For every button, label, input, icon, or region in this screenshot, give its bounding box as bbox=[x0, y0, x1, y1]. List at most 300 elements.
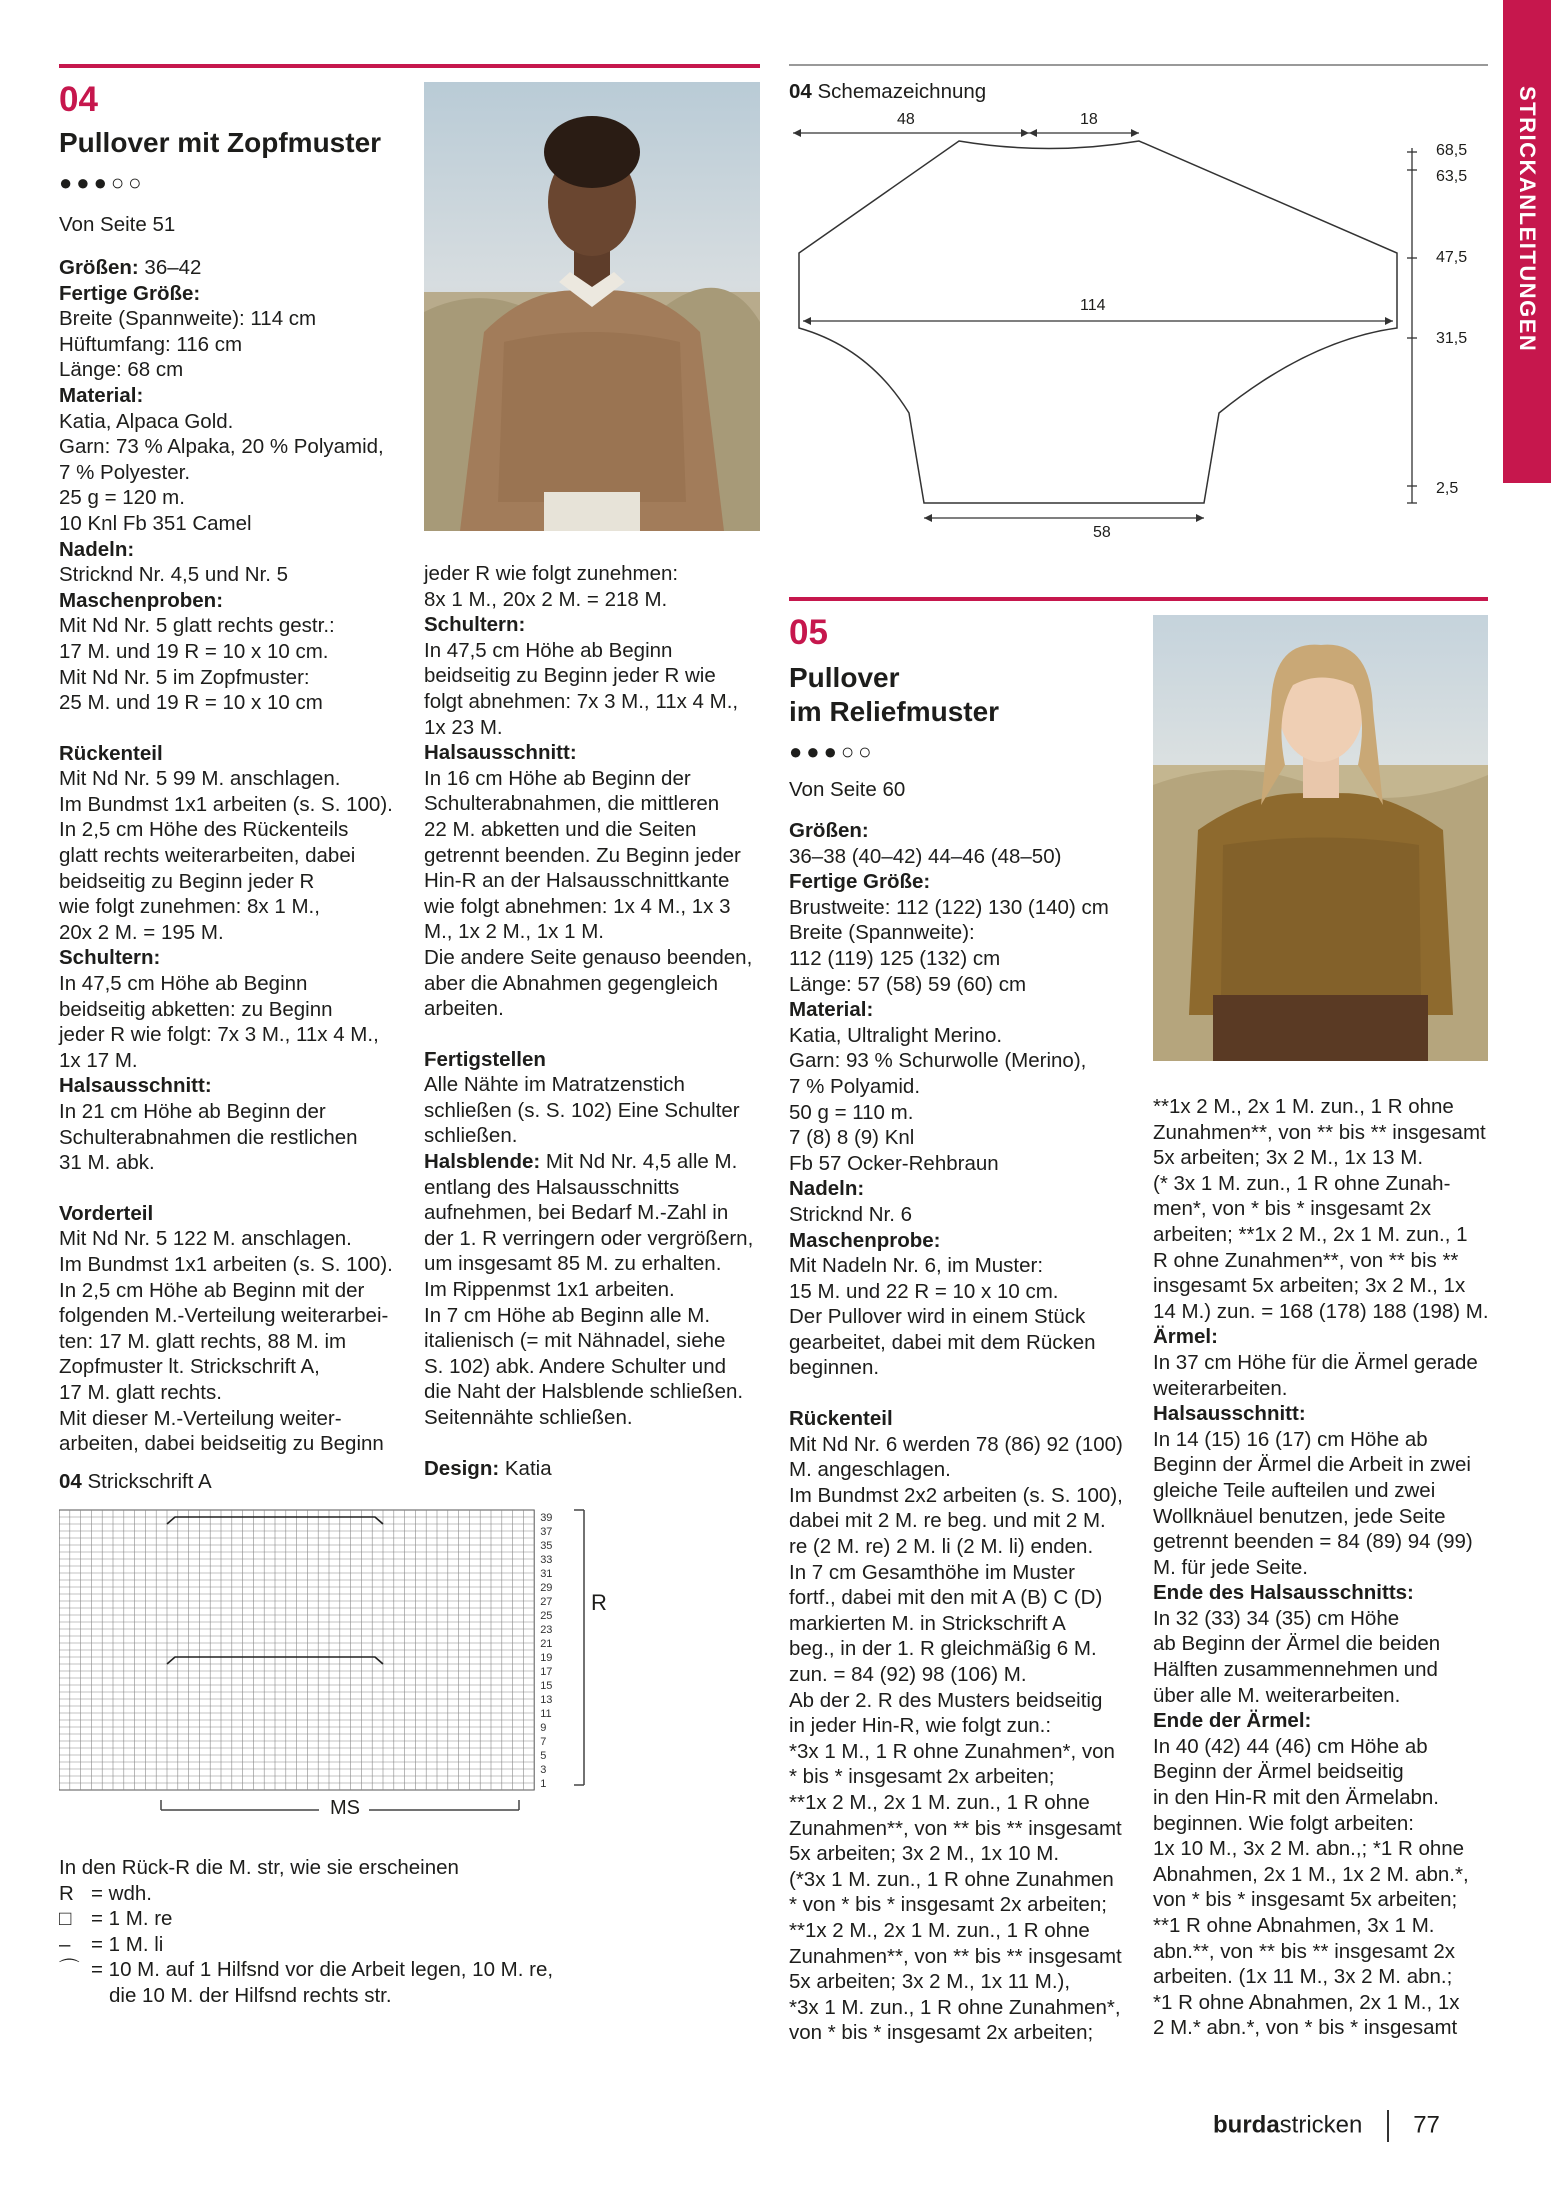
line-text: Hüftumfang: 116 cm bbox=[59, 332, 243, 356]
text-line bbox=[424, 1303, 764, 1329]
chart-row-label: 25 bbox=[540, 1610, 553, 1622]
chart-row-label: 3 bbox=[540, 1764, 547, 1776]
line-text: arbeiten; **1x 2 M., 2x 1 M. zun., 1 bbox=[1153, 1222, 1468, 1246]
text-line bbox=[59, 766, 404, 792]
line-text: folgt abnehmen: 7x 3 M., 11x 4 M., bbox=[424, 689, 739, 713]
text-line bbox=[59, 1380, 404, 1406]
line-text: Seitennähte schließen. bbox=[424, 1406, 633, 1429]
pattern-title-line1: Pullover bbox=[789, 662, 900, 693]
chart-repeat-r: R bbox=[591, 1590, 607, 1615]
text-line bbox=[424, 1405, 764, 1431]
legend-symbol bbox=[59, 1983, 109, 2009]
subheading: Halsausschnitt: bbox=[1153, 1402, 1306, 1426]
line-text: glatt rechts weiterarbeiten, dabei bbox=[59, 844, 356, 868]
text-line bbox=[1153, 1836, 1498, 1862]
subheading: Maschenprobe: bbox=[789, 1228, 941, 1252]
text-line bbox=[424, 1175, 764, 1201]
line-text: Fb 57 Ocker-Rehbraun bbox=[789, 1151, 999, 1175]
line-text: 17 M. glatt rechts. bbox=[59, 1380, 222, 1404]
line-text: Katia bbox=[499, 1456, 552, 1480]
line-text: **1 R ohne Abnahmen, 3x 1 M. bbox=[1153, 1914, 1435, 1937]
line-text: In 14 (15) 16 (17) cm Höhe ab bbox=[1153, 1427, 1428, 1451]
text-line bbox=[424, 868, 764, 894]
schema-h3: 47,5 bbox=[1436, 249, 1468, 266]
line-text: Ab der 2. R des Musters beidseitig bbox=[789, 1688, 1103, 1712]
text-line bbox=[59, 639, 404, 665]
text-line bbox=[424, 843, 764, 869]
text-line bbox=[59, 894, 404, 920]
line-text: re (2 M. re) 2 M. li (2 M. li) enden. bbox=[789, 1535, 1094, 1559]
chart-caption-number: 04 bbox=[59, 1470, 82, 1493]
text-line bbox=[1153, 1913, 1498, 1939]
rule-04 bbox=[59, 64, 760, 68]
text-line bbox=[1153, 1887, 1498, 1913]
line-text: die Naht der Halsblende schließen. bbox=[424, 1380, 744, 1404]
rule-schema bbox=[789, 64, 1488, 66]
line-text: gearbeitet, dabei mit dem Rücken bbox=[789, 1330, 1096, 1354]
text-line bbox=[1153, 1939, 1498, 1965]
text-line bbox=[424, 1456, 764, 1482]
text-line bbox=[59, 409, 404, 435]
text-line bbox=[424, 1072, 764, 1098]
text-line bbox=[424, 587, 764, 613]
line-text: **1x 2 M., 2x 1 M. zun., 1 R ohne bbox=[789, 1918, 1090, 1942]
text-line bbox=[789, 997, 1134, 1023]
legend-row bbox=[59, 1881, 619, 1907]
line-text: 20x 2 M. = 195 M. bbox=[59, 920, 224, 944]
line-text: **1x 2 M., 2x 1 M. zun., 1 R ohne bbox=[1153, 1095, 1454, 1118]
line-text: (* 3x 1 M. zun., 1 R ohne Zunah- bbox=[1153, 1171, 1451, 1195]
text-line bbox=[789, 1508, 1134, 1534]
schema-caption bbox=[789, 79, 986, 105]
line-text: ten: 17 M. glatt rechts, 88 M. im bbox=[59, 1329, 347, 1353]
text-line bbox=[789, 1918, 1134, 1944]
line-text: 2 M.* abn.*, von * bis * insgesamt bbox=[1153, 2016, 1458, 2040]
text-line bbox=[59, 383, 404, 409]
text-line bbox=[1153, 1452, 1498, 1478]
text-line bbox=[59, 1252, 404, 1278]
line-text: beidseitig abketten: zu Beginn bbox=[59, 997, 333, 1021]
line-text: Alle Nähte im Matratzenstich bbox=[424, 1073, 685, 1097]
difficulty-rating: ●●●○○ bbox=[59, 170, 146, 195]
line-text: 1x 17 M. bbox=[59, 1048, 138, 1072]
text-line bbox=[789, 1304, 1134, 1330]
text-line bbox=[424, 1354, 764, 1380]
line-text: getrennt beenden = 84 (89) 94 (99) bbox=[1153, 1530, 1473, 1554]
line-text: in den Hin-R mit den Ärmelabn. bbox=[1153, 1786, 1439, 1810]
chart-row-label: 37 bbox=[540, 1526, 553, 1538]
legend-text: = 1 M. li bbox=[91, 1932, 164, 1956]
line-text: Garn: 73 % Alpaka, 20 % Polyamid, bbox=[59, 435, 384, 459]
text-line bbox=[789, 1074, 1134, 1100]
pattern-title: Pullover mit Zopfmuster bbox=[59, 127, 382, 158]
line-text: Zopfmuster lt. Strickschrift A, bbox=[59, 1355, 320, 1379]
line-text: 7 (8) 8 (9) Knl bbox=[789, 1126, 915, 1150]
text-line bbox=[59, 1431, 404, 1457]
text-line bbox=[1153, 1580, 1498, 1606]
text-line bbox=[424, 1251, 764, 1277]
line-text: 22 M. abketten und die Seiten bbox=[424, 817, 697, 841]
line-text: * von * bis * insgesamt 2x arbeiten; bbox=[789, 1893, 1107, 1917]
line-text: der 1. R verringern oder vergrößern, bbox=[424, 1226, 754, 1250]
subheading: Fertige Größe: bbox=[59, 281, 201, 305]
text-line bbox=[1153, 1120, 1498, 1146]
text-line bbox=[1153, 1324, 1498, 1350]
schema-drawing bbox=[789, 108, 1479, 548]
chart-row-label: 9 bbox=[540, 1722, 547, 1734]
legend-symbol: R bbox=[59, 1881, 74, 1905]
line-text: Hälften zusammennehmen und bbox=[1153, 1658, 1438, 1682]
line-text: *3x 1 M., 1 R ohne Zunahmen*, von bbox=[789, 1739, 1115, 1763]
line-text: gleiche Teile aufteilen und zwei bbox=[1153, 1478, 1436, 1502]
text-line bbox=[59, 1329, 404, 1355]
text-line bbox=[789, 1892, 1134, 1918]
text-line bbox=[789, 1713, 1134, 1739]
text-line bbox=[789, 1125, 1134, 1151]
text-line bbox=[789, 1816, 1134, 1842]
line-text: dabei mit 2 M. re beg. und mit 2 M. bbox=[789, 1509, 1106, 1533]
footer-divider bbox=[1387, 2110, 1389, 2142]
photo-cable-pullover bbox=[424, 82, 760, 531]
text-line bbox=[789, 1279, 1134, 1305]
text-line bbox=[424, 715, 764, 741]
subheading: Design: bbox=[424, 1456, 500, 1480]
schema-h5: 2,5 bbox=[1436, 480, 1459, 497]
text-line bbox=[424, 945, 764, 971]
text-line bbox=[59, 1048, 404, 1074]
text-line bbox=[789, 1764, 1134, 1790]
text-line bbox=[424, 638, 764, 664]
text-line bbox=[1153, 1683, 1498, 1709]
line-text: zun. = 84 (92) 98 (106) M. bbox=[789, 1663, 1027, 1686]
subheading: Größen: bbox=[59, 256, 139, 279]
text-line bbox=[789, 1023, 1134, 1049]
subheading: Ende des Halsausschnitts: bbox=[1153, 1581, 1414, 1605]
text-line bbox=[424, 817, 764, 843]
chart-caption bbox=[59, 1470, 212, 1494]
line-text: folgenden M.-Verteilung weiterarbei- bbox=[59, 1304, 389, 1328]
text-line bbox=[424, 1226, 764, 1252]
line-text: 31 M. abk. bbox=[59, 1151, 155, 1175]
line-text: beidseitig zu Beginn jeder R wie bbox=[424, 664, 716, 688]
text-line bbox=[789, 920, 1134, 946]
text-line bbox=[789, 1151, 1134, 1177]
line-text: Länge: 57 (58) 59 (60) cm bbox=[789, 972, 1027, 996]
line-text: arbeiten. bbox=[424, 997, 504, 1021]
line-text: Beginn der Ärmel beidseitig bbox=[1153, 1760, 1404, 1784]
subheading: Ende der Ärmel: bbox=[1153, 1709, 1312, 1733]
header-04 bbox=[59, 80, 419, 238]
legend-symbol: ⌒ bbox=[59, 1958, 80, 1982]
line-text: schließen. bbox=[424, 1124, 518, 1148]
subheading: Material: bbox=[789, 998, 874, 1022]
section-tab bbox=[1503, 0, 1551, 483]
text-line bbox=[1153, 1094, 1498, 1120]
text-col-05-right bbox=[1153, 1094, 1498, 2041]
text-line bbox=[59, 741, 404, 767]
line-text: 14 M.) zun. = 168 (178) 188 (198) M. bbox=[1153, 1299, 1489, 1323]
subheading: Ärmel: bbox=[1153, 1325, 1218, 1349]
text-line bbox=[789, 869, 1134, 895]
schema-h4: 31,5 bbox=[1436, 330, 1468, 347]
subheading: Nadeln: bbox=[789, 1177, 865, 1201]
text-line bbox=[424, 1098, 764, 1124]
text-line bbox=[424, 996, 764, 1022]
line-text: abn.**, von ** bis ** insgesamt 2x bbox=[1153, 1939, 1455, 1963]
line-text: Mit Nd Nr. 4,5 alle M. bbox=[540, 1150, 738, 1174]
line-text: M., 1x 2 M., 1x 1 M. bbox=[424, 920, 604, 944]
text-line bbox=[59, 1099, 404, 1125]
schema-bottom: 58 bbox=[1093, 524, 1111, 541]
text-line bbox=[1153, 1350, 1498, 1376]
chart-row-label: 21 bbox=[540, 1638, 553, 1650]
text-line bbox=[1153, 1248, 1498, 1274]
photo-relief-pullover bbox=[1153, 615, 1488, 1061]
line-text: 5x arbeiten; 3x 2 M., 1x 13 M. bbox=[1153, 1146, 1424, 1170]
legend-row bbox=[59, 1932, 619, 1958]
text-line bbox=[789, 2020, 1134, 2046]
line-text: wie folgt zunehmen: 8x 1 M., bbox=[59, 895, 320, 919]
text-line bbox=[1153, 1862, 1498, 1888]
line-text: In 32 (33) 34 (35) cm Höhe bbox=[1153, 1606, 1400, 1630]
line-text: In 47,5 cm Höhe ab Beginn bbox=[59, 972, 308, 996]
text-line bbox=[789, 946, 1134, 972]
line-text: *1 R ohne Abnahmen, 2x 1 M., 1x bbox=[1153, 1990, 1460, 2014]
line-text: insgesamt 5x arbeiten; 3x 2 M., 1x bbox=[1153, 1274, 1466, 1298]
pattern-number: 04 bbox=[59, 80, 98, 119]
chart-row-label: 13 bbox=[540, 1694, 553, 1706]
text-line bbox=[1153, 1299, 1498, 1325]
line-text: über alle M. weiterarbeiten. bbox=[1153, 1683, 1401, 1707]
line-text: Beginn der Ärmel die Arbeit in zwei bbox=[1153, 1453, 1471, 1477]
text-line bbox=[424, 561, 764, 587]
line-text: fortf., dabei mit den mit A (B) C (D) bbox=[789, 1586, 1103, 1610]
text-line bbox=[789, 844, 1134, 870]
text-line bbox=[789, 1585, 1134, 1611]
line-text: entlang des Halsausschnitts bbox=[424, 1175, 680, 1199]
text-line bbox=[59, 332, 404, 358]
line-text: Die andere Seite genauso beenden, bbox=[424, 945, 753, 969]
text-line bbox=[789, 1202, 1134, 1228]
line-text: (*3x 1 M. zun., 1 R ohne Zunahmen bbox=[789, 1867, 1114, 1891]
text-line bbox=[1153, 1708, 1498, 1734]
text-line bbox=[59, 690, 404, 716]
text-line bbox=[789, 1995, 1134, 2021]
spacer bbox=[424, 1022, 764, 1047]
legend-symbol: – bbox=[59, 1932, 71, 1956]
chart-row-label: 15 bbox=[540, 1680, 553, 1692]
line-text: beginnen. Wie folgt arbeiten: bbox=[1153, 1811, 1414, 1835]
line-text: In 21 cm Höhe ab Beginn der bbox=[59, 1100, 326, 1123]
text-line bbox=[1153, 1734, 1498, 1760]
subheading: Fertigstellen bbox=[424, 1047, 546, 1071]
subheading: Halsblende: bbox=[424, 1150, 541, 1174]
text-line bbox=[59, 1226, 404, 1252]
chart-row-label: 29 bbox=[540, 1582, 553, 1594]
text-line bbox=[424, 894, 764, 920]
chart-row-label: 23 bbox=[540, 1624, 553, 1636]
subheading: Größen: bbox=[789, 819, 869, 842]
line-text: 36–38 (40–42) 44–46 (48–50) bbox=[789, 844, 1062, 868]
line-text: men*, von * bis * insgesamt 2x bbox=[1153, 1197, 1432, 1221]
text-line bbox=[1153, 1273, 1498, 1299]
text-line bbox=[59, 306, 404, 332]
text-line bbox=[1153, 1478, 1498, 1504]
text-line bbox=[59, 511, 404, 537]
text-line bbox=[789, 1253, 1134, 1279]
line-text: **1x 2 M., 2x 1 M. zun., 1 R ohne bbox=[789, 1790, 1090, 1814]
page-footer bbox=[1213, 2110, 1440, 2142]
line-text: In 40 (42) 44 (46) cm Höhe ab bbox=[1153, 1734, 1428, 1758]
line-text: Katia, Ultralight Merino. bbox=[789, 1023, 1003, 1047]
chart-row-label: 5 bbox=[540, 1750, 547, 1762]
text-line bbox=[1153, 1964, 1498, 1990]
text-line bbox=[789, 1228, 1134, 1254]
legend-text: = wdh. bbox=[91, 1881, 152, 1905]
line-text: jeder R wie folgt: 7x 3 M., 11x 4 M., bbox=[59, 1023, 379, 1047]
line-text: von * bis * insgesamt 5x arbeiten; bbox=[1153, 1888, 1458, 1912]
from-page: Von Seite 60 bbox=[789, 778, 906, 801]
text-line bbox=[59, 1303, 404, 1329]
line-text: In 47,5 cm Höhe ab Beginn bbox=[424, 638, 673, 662]
text-line bbox=[789, 1330, 1134, 1356]
text-line bbox=[59, 485, 404, 511]
line-text: beginnen. bbox=[789, 1356, 880, 1380]
line-text: Zunahmen**, von ** bis ** insgesamt bbox=[1153, 1120, 1486, 1144]
text-line bbox=[789, 1534, 1134, 1560]
text-line bbox=[789, 1432, 1134, 1458]
text-line bbox=[424, 766, 764, 792]
text-line bbox=[424, 919, 764, 945]
line-text: R ohne Zunahmen**, von ** bis ** bbox=[1153, 1248, 1459, 1272]
text-line bbox=[789, 1406, 1134, 1432]
text-line bbox=[789, 1790, 1134, 1816]
line-text: In 37 cm Höhe für die Ärmel gerade bbox=[1153, 1350, 1478, 1374]
line-text: In 2,5 cm Höhe des Rückenteils bbox=[59, 818, 349, 842]
text-col-04-right bbox=[424, 561, 764, 1481]
pattern-title-line2: im Reliefmuster bbox=[789, 696, 1000, 727]
line-text: von * bis * insgesamt 2x arbeiten; bbox=[789, 2021, 1094, 2045]
knitting-chart bbox=[59, 1500, 619, 1830]
chart-row-label: 35 bbox=[540, 1540, 553, 1552]
schema-top-right: 18 bbox=[1080, 111, 1098, 128]
legend-row bbox=[59, 1983, 619, 2009]
text-line bbox=[789, 1457, 1134, 1483]
text-line bbox=[1153, 1222, 1498, 1248]
line-text: In 7 cm Gesamthöhe im Muster bbox=[789, 1560, 1075, 1584]
line-text: 1x 23 M. bbox=[424, 715, 503, 739]
line-text: Der Pullover wird in einem Stück bbox=[789, 1305, 1086, 1329]
text-line bbox=[1153, 1504, 1498, 1530]
text-line bbox=[59, 869, 404, 895]
subheading: Nadeln: bbox=[59, 537, 135, 561]
line-text: Breite (Spannweite): 114 cm bbox=[59, 307, 317, 331]
line-text: Länge: 68 cm bbox=[59, 358, 184, 382]
line-text: S. 102) abk. Andere Schulter und bbox=[424, 1354, 727, 1378]
text-line bbox=[789, 1483, 1134, 1509]
line-text: beidseitig zu Beginn jeder R bbox=[59, 869, 315, 893]
chart-row-label: 1 bbox=[540, 1778, 547, 1790]
text-line bbox=[424, 740, 764, 766]
line-text: In 7 cm Höhe ab Beginn alle M. bbox=[424, 1303, 711, 1327]
line-text: Zunahmen**, von ** bis ** insgesamt bbox=[789, 1816, 1122, 1840]
text-line bbox=[1153, 1657, 1498, 1683]
line-text: aufnehmen, bei Bedarf M.-Zahl in bbox=[424, 1201, 729, 1225]
subheading: Rückenteil bbox=[789, 1407, 893, 1431]
chart-row-label: 17 bbox=[540, 1666, 553, 1678]
text-line bbox=[424, 1200, 764, 1226]
text-line bbox=[1153, 1631, 1498, 1657]
subheading: Maschenproben: bbox=[59, 588, 224, 612]
line-text: Stricknd Nr. 6 bbox=[789, 1202, 913, 1226]
text-line bbox=[1153, 1555, 1498, 1581]
text-line bbox=[789, 1969, 1134, 1995]
chart-row-label: 31 bbox=[540, 1568, 553, 1580]
line-text: Schulterabnahmen die restlichen bbox=[59, 1125, 358, 1149]
text-line bbox=[424, 612, 764, 638]
text-line bbox=[789, 1355, 1134, 1381]
text-line bbox=[1153, 1529, 1498, 1555]
text-line bbox=[789, 1611, 1134, 1637]
text-line bbox=[59, 971, 404, 997]
text-line bbox=[1153, 1759, 1498, 1785]
text-line bbox=[59, 1125, 404, 1151]
line-text: *3x 1 M. zun., 1 R ohne Zunahmen*, bbox=[789, 1995, 1121, 2019]
subheading: Schultern: bbox=[59, 946, 161, 970]
text-line bbox=[789, 1944, 1134, 1970]
line-text: weiterarbeiten. bbox=[1153, 1376, 1288, 1400]
line-text: Brustweite: 112 (122) 130 (140) cm bbox=[789, 895, 1109, 919]
text-line bbox=[424, 971, 764, 997]
text-line bbox=[424, 663, 764, 689]
subheading: Halsausschnitt: bbox=[59, 1074, 212, 1098]
line-text: 25 g = 120 m. bbox=[59, 486, 185, 510]
line-text: Hin-R an der Halsausschnittkante bbox=[424, 869, 730, 893]
line-text: Wollknäuel benutzen, jede Seite bbox=[1153, 1504, 1446, 1528]
line-text: Garn: 93 % Schurwolle (Merino), bbox=[789, 1049, 1087, 1073]
text-line bbox=[1153, 1171, 1498, 1197]
line-text: Mit Nadeln Nr. 6, im Muster: bbox=[789, 1254, 1044, 1278]
line-text: Im Bundmst 1x1 arbeiten (s. S. 100). bbox=[59, 1252, 393, 1276]
line-text: jeder R wie folgt zunehmen: bbox=[424, 562, 679, 585]
line-text: 7 % Polyester. bbox=[59, 460, 191, 484]
rule-05 bbox=[789, 597, 1488, 601]
line-text: 50 g = 110 m. bbox=[789, 1100, 914, 1124]
text-line bbox=[424, 1149, 764, 1175]
line-text: Mit Nd Nr. 5 99 M. anschlagen. bbox=[59, 767, 341, 791]
text-line bbox=[789, 818, 1134, 844]
legend-row bbox=[59, 1906, 619, 1932]
chart-ms-label: MS bbox=[330, 1797, 360, 1819]
legend-row bbox=[59, 1957, 619, 1983]
text-line bbox=[1153, 1990, 1498, 2016]
line-text: getrennt beenden. Zu Beginn jeder bbox=[424, 843, 741, 867]
text-line bbox=[424, 1379, 764, 1405]
text-line bbox=[59, 1406, 404, 1432]
legend-text: die 10 M. der Hilfsnd rechts str. bbox=[109, 1983, 392, 2007]
line-text: wie folgt abnehmen: 1x 4 M., 1x 3 bbox=[424, 894, 731, 918]
line-text: Mit Nd Nr. 5 122 M. anschlagen. bbox=[59, 1227, 352, 1251]
line-text: arbeiten. (1x 11 M., 3x 2 M. abn.; bbox=[1153, 1965, 1453, 1989]
line-text: Schulterabnahmen, die mittleren bbox=[424, 792, 720, 816]
line-text: 5x arbeiten; 3x 2 M., 1x 10 M. bbox=[789, 1842, 1060, 1866]
schema-h2: 63,5 bbox=[1436, 168, 1468, 185]
subheading: Schultern: bbox=[424, 613, 526, 637]
line-text: 8x 1 M., 20x 2 M. = 218 M. bbox=[424, 587, 668, 611]
legend-symbol: □ bbox=[59, 1907, 72, 1931]
chart-legend bbox=[59, 1855, 619, 2009]
line-text: um insgesamt 85 M. zu erhalten. bbox=[424, 1252, 722, 1276]
